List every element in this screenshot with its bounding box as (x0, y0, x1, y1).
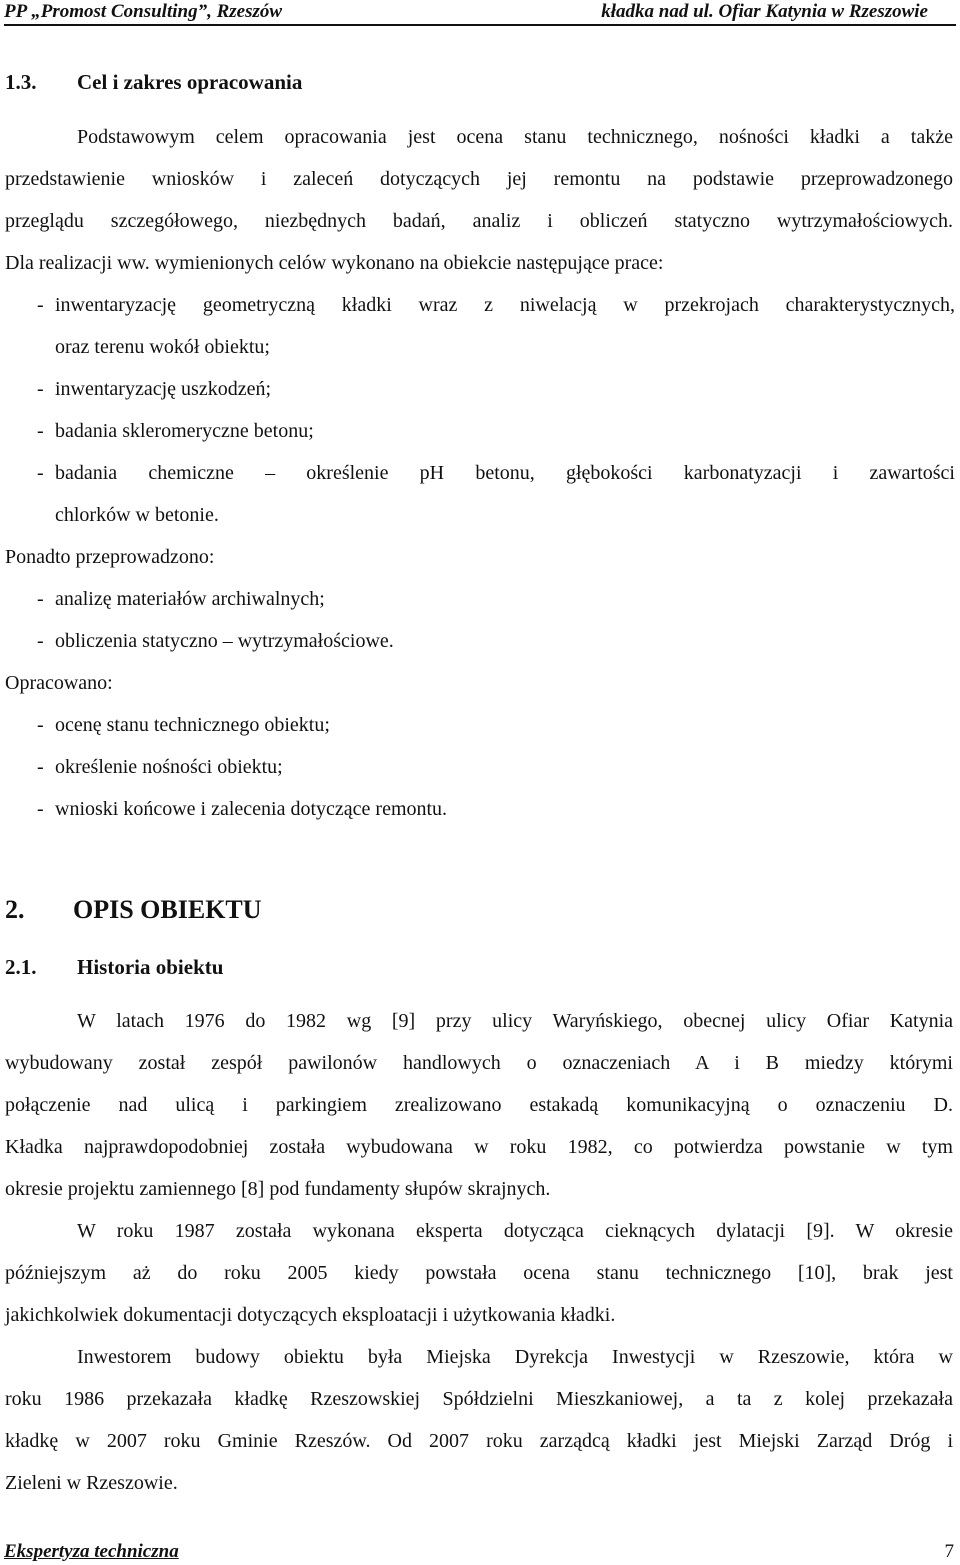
section-number: 2.1. (5, 955, 37, 979)
paragraph-line: kładkę w 2007 roku Gminie Rzeszów. Od 2007 roku zarządcą kładki jest Miejski Zarząd Dróg i (5, 1430, 953, 1452)
paragraph-line: wybudowany został zespół pawilonów handlowych o oznaczeniach A i B miedzy którymi (5, 1052, 953, 1074)
list-item: - inwentaryzację uszkodzeń; (37, 378, 272, 400)
section-heading-2-1 (5, 955, 223, 980)
list-item: - obliczenia statyczno – wytrzymałościowe. (37, 630, 394, 652)
section-number: 2. (5, 895, 25, 924)
list-item: - badania chemiczne – określenie pH betonu, głębokości karbonatyzacji i zawartości (37, 462, 955, 484)
paragraph-line: połączenie nad ulicą i parkingiem zrealizowano estakadą komunikacyjną o oznaczeniu D. (5, 1094, 953, 1116)
list-item: - ocenę stanu technicznego obiektu; (37, 714, 330, 736)
list-item: - wnioski końcowe i zalecenia dotyczące remontu. (37, 798, 448, 820)
paragraph-line: późniejszym aż do roku 2005 kiedy powstała ocena stanu technicznego [10], brak jest (5, 1262, 953, 1284)
paragraph-line: przeglądu szczegółowego, niezbędnych badań, analiz i obliczeń statyczno wytrzymałościowych. (5, 210, 953, 232)
list-item: - inwentaryzację geometryczną kładki wraz z niwelacją w przekrojach charakterystycznych, (37, 294, 955, 316)
list-item-continuation: chlorków w betonie. (55, 504, 219, 526)
section-title: Cel i zakres opracowania (77, 70, 303, 94)
paragraph-line: okresie projektu zamiennego [8] pod fundamenty słupów skrajnych. (5, 1178, 551, 1200)
footer-title: Ekspertyza techniczna (4, 1541, 179, 1562)
paragraph-line: W latach 1976 do 1982 wg [9] przy ulicy Waryńskiego, obecnej ulicy Ofiar Katynia (77, 1010, 953, 1032)
paragraph-line: roku 1986 przekazała kładkę Rzeszowskiej Spółdzielni Mieszkaniowej, a ta z kolej przekazała (5, 1388, 953, 1410)
list-item: - analizę materiałów archiwalnych; (37, 588, 325, 610)
paragraph-line: Kładka najprawdopodobniej została wybudowana w roku 1982, co potwierdza powstanie w tym (5, 1136, 953, 1158)
prepared-label: Opracowano: (5, 672, 113, 694)
header-company: PP „Promost Consulting”, Rzeszów (4, 1, 283, 22)
list-item: - badania skleromeryczne betonu; (37, 420, 314, 442)
paragraph-line: W roku 1987 została wykonana eksperta dotycząca cieknących dylatacji [9]. W okresie (77, 1220, 953, 1242)
paragraph-line: przedstawienie wniosków i zaleceń dotyczących jej remontu na podstawie przeprowadzonego (5, 168, 953, 190)
section-title: OPIS OBIEKTU (73, 895, 262, 924)
section-title: Historia obiektu (77, 955, 224, 979)
page-number: 7 (944, 1541, 954, 1562)
header-subject: kładka nad ul. Ofiar Katynia w Rzeszowie (601, 1, 928, 22)
paragraph-line: Dla realizacji ww. wymienionych celów wykonano na obiekcie następujące prace: (5, 252, 664, 274)
list-item-continuation: oraz terenu wokół obiektu; (55, 336, 270, 358)
section-number: 1.3. (5, 70, 37, 94)
paragraph-line: Podstawowym celem opracowania jest ocena stanu technicznego, nośności kładki a także (77, 126, 953, 148)
page-header (4, 0, 956, 26)
paragraph-line: jakichkolwiek dokumentacji dotyczących eksploatacji i użytkowania kładki. (5, 1304, 616, 1326)
list-item: - określenie nośności obiektu; (37, 756, 283, 778)
paragraph-line: Inwestorem budowy obiektu była Miejska Dyrekcja Inwestycji w Rzeszowie, która w (77, 1346, 953, 1368)
section-heading-2 (5, 895, 262, 925)
additional-label: Ponadto przeprowadzono: (5, 546, 215, 568)
paragraph-line: Zieleni w Rzeszowie. (5, 1472, 178, 1494)
section-heading-1-3 (5, 70, 302, 95)
